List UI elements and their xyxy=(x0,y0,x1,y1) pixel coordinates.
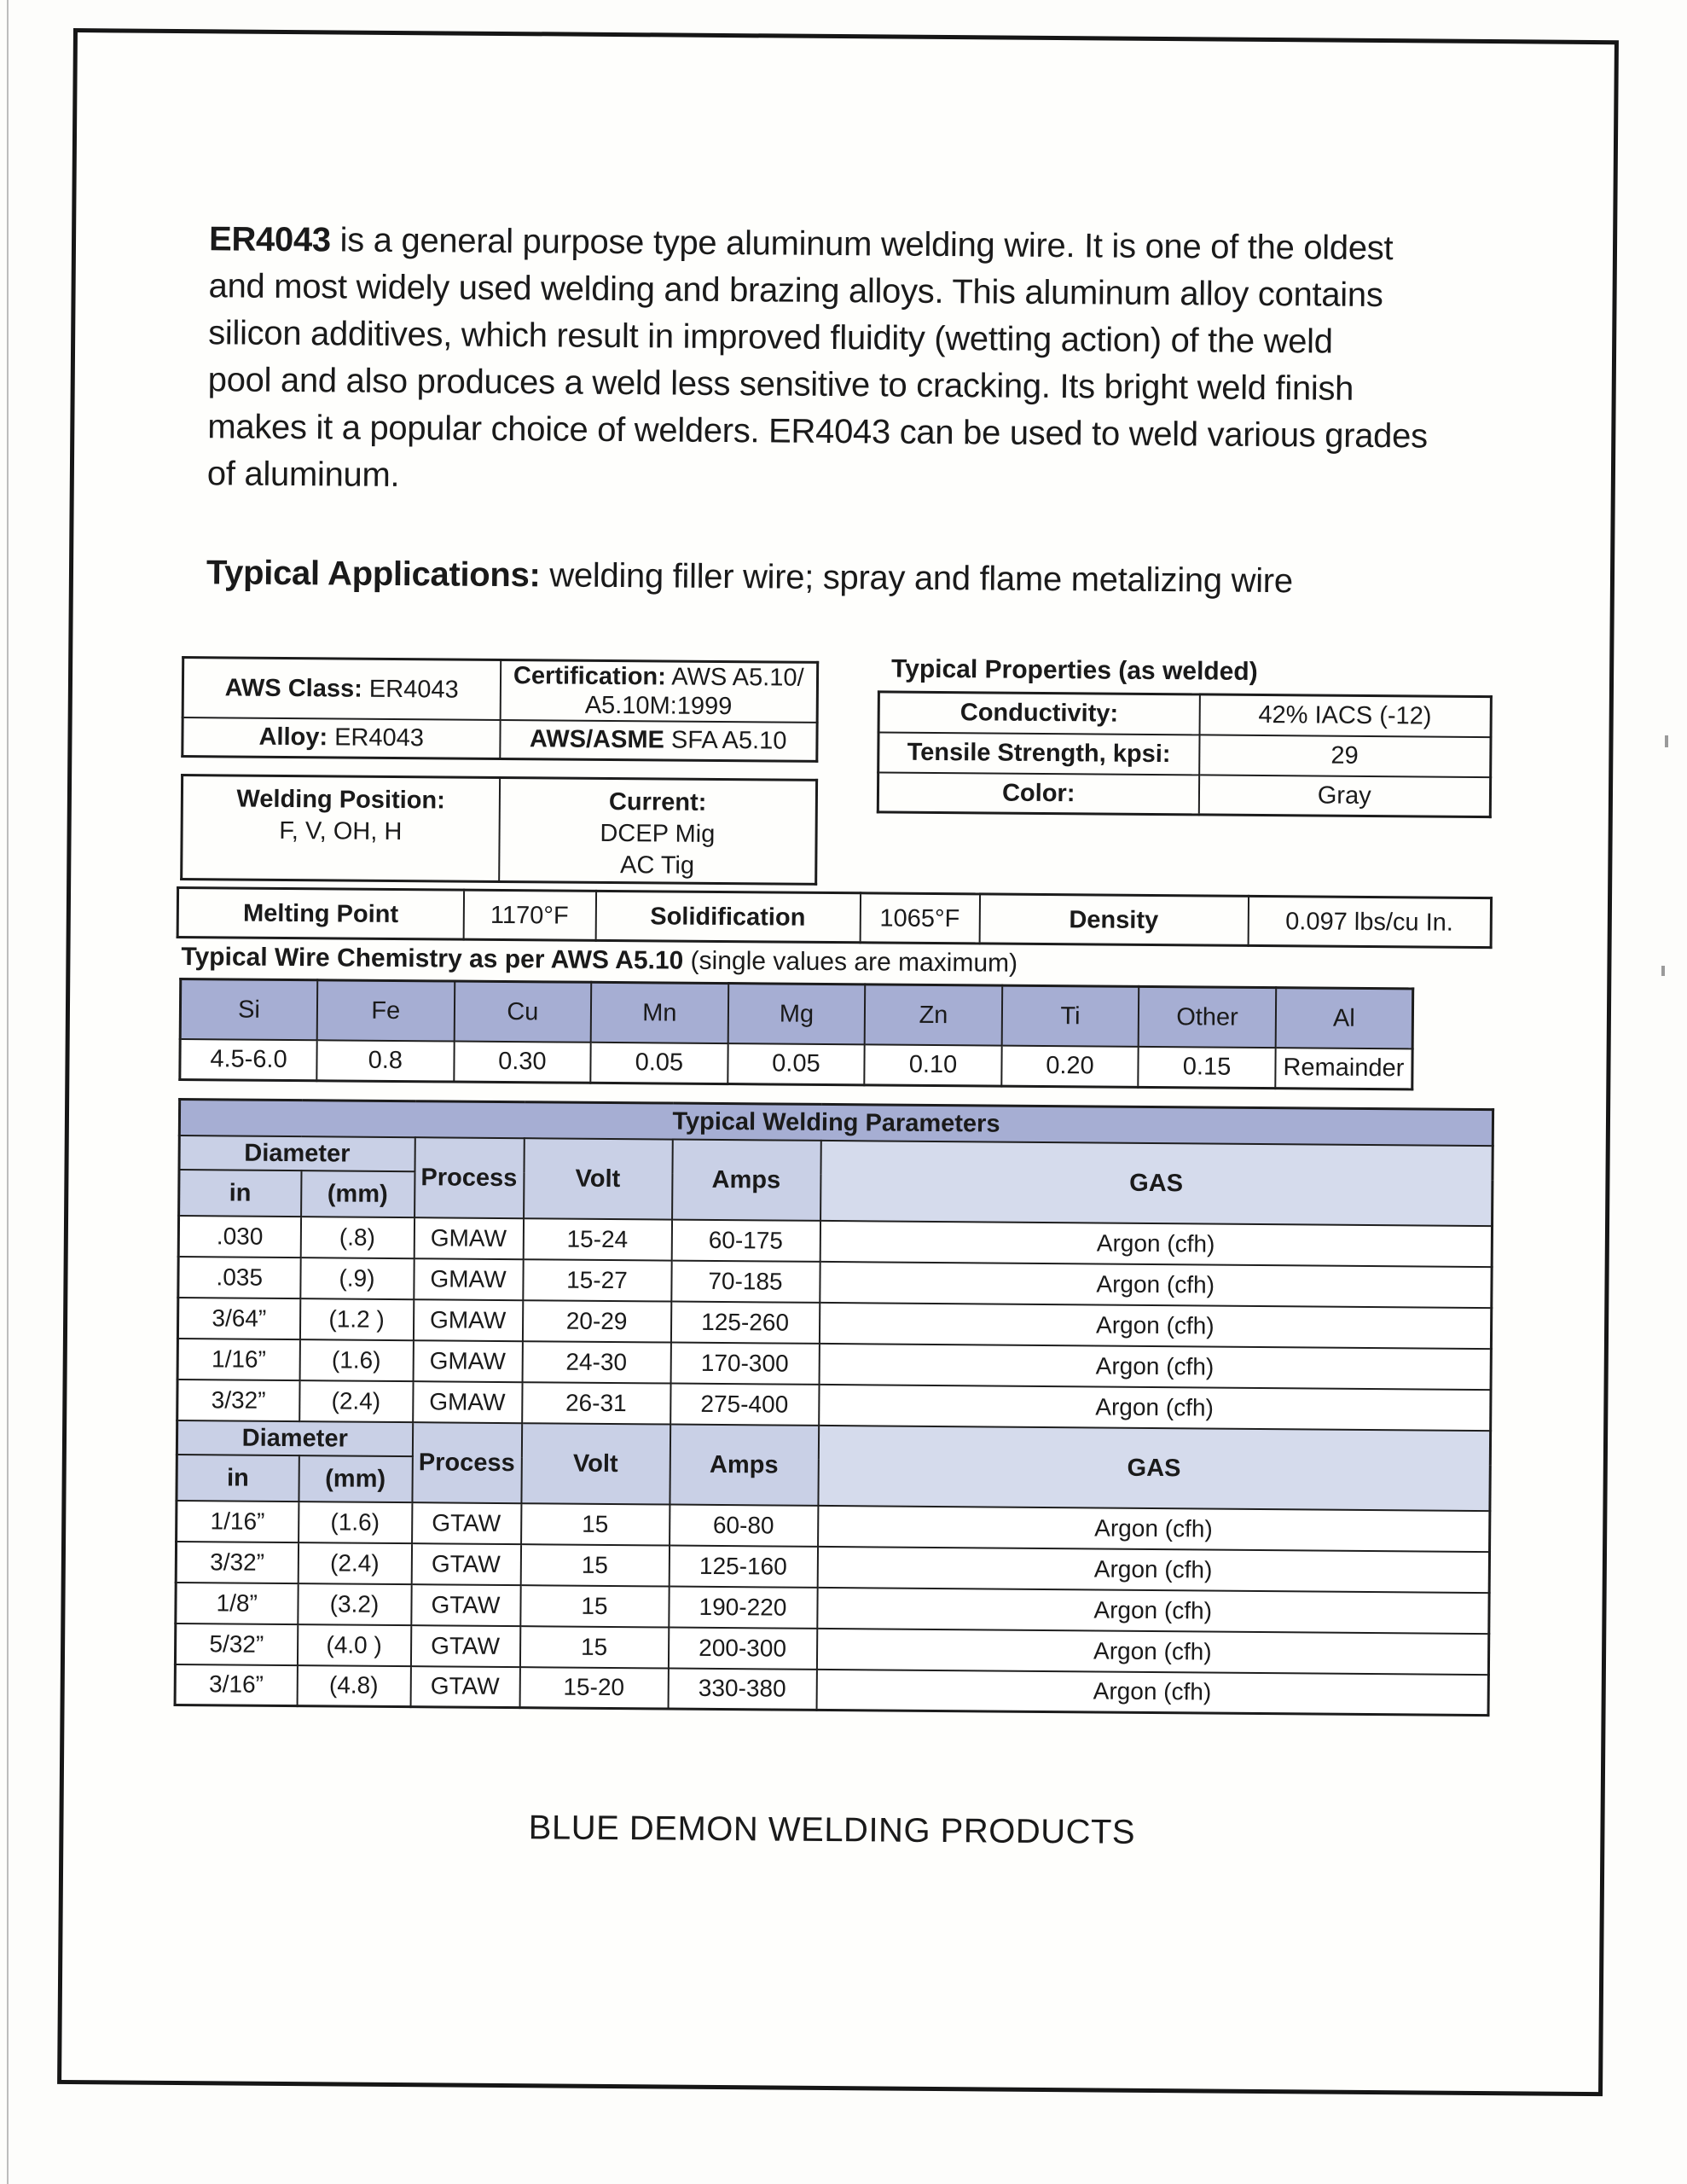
chem-value-cell: 4.5-6.0 xyxy=(180,1039,317,1081)
intro-line: silicon additives, which result in improved fluidity (wetting action) of the weld xyxy=(208,314,1333,361)
chem-value-cell: 0.8 xyxy=(316,1040,454,1082)
typical-applications xyxy=(206,554,1293,601)
chem-value-cell: 0.15 xyxy=(1139,1046,1276,1088)
volt-header: Volt xyxy=(524,1138,673,1219)
certification-cell: Certification: AWS A5.10/ A5.10M:1999 xyxy=(500,659,818,722)
spec-cell: AWS/ASME SFA A5.10 xyxy=(500,720,817,761)
chem-header-cell: Mn xyxy=(591,982,728,1043)
chem-header-cell: Ti xyxy=(1001,985,1139,1046)
gtaw-row: 3/32” (2.4) GTAW 15 125-160 Argon (cfh) xyxy=(176,1542,1489,1593)
class-certification-table xyxy=(181,656,819,762)
table-row xyxy=(183,658,818,723)
applications-value: welding filler wire; spray and flame metalizing wire xyxy=(549,556,1293,601)
wire-chemistry-table xyxy=(178,978,1414,1090)
intro-line: of aluminum. xyxy=(206,455,400,495)
chem-header-cell: Zn xyxy=(865,985,1002,1045)
in-header: in xyxy=(177,1455,299,1502)
chemistry-heading: Typical Wire Chemistry as per AWS A5.10 (single values are maximum) xyxy=(181,943,1018,978)
property-label: Conductivity: xyxy=(878,692,1199,735)
intro-line: and most widely used welding and brazing alloys. This aluminum alloy contains xyxy=(208,267,1383,315)
table-row xyxy=(878,732,1491,777)
melting-point-value: 1170°F xyxy=(463,890,595,940)
current-cell: Current: DCEP Mig AC Tig xyxy=(499,777,817,884)
gmaw-row: 1/16” (1.6) GMAW 24-30 170-300 Argon (cfh) xyxy=(177,1339,1491,1390)
chem-value-cell: 0.10 xyxy=(865,1044,1002,1086)
property-value: 29 xyxy=(1199,735,1491,777)
properties-title: Typical Properties (as welded) xyxy=(891,654,1258,686)
gas-header: GAS xyxy=(820,1140,1493,1225)
chem-value-cell: 0.20 xyxy=(1001,1045,1139,1087)
chem-header-cell: Al xyxy=(1276,988,1413,1048)
alloy-cell: Alloy: ER4043 xyxy=(183,717,500,758)
welding-parameters-table xyxy=(174,1098,1495,1716)
scan-artifact xyxy=(1661,966,1665,976)
gmaw-row: .035 (.9) GMAW 15-27 70-185 Argon (cfh) xyxy=(178,1257,1492,1308)
amps-header: Amps xyxy=(672,1139,821,1220)
chemistry-value-row xyxy=(180,1039,1412,1089)
chem-header-cell: Mg xyxy=(728,984,865,1044)
table-row xyxy=(177,887,1491,947)
parameters-title: Typical Welding Parameters xyxy=(179,1100,1493,1146)
gmaw-row: .030 (.8) GMAW 15-24 60-175 Argon (cfh) xyxy=(178,1216,1492,1267)
chem-header-cell: Other xyxy=(1139,986,1276,1047)
chem-header-cell: Si xyxy=(180,979,317,1040)
property-label: Color: xyxy=(878,772,1198,815)
gmaw-row: 3/64” (1.2 ) GMAW 20-29 125-260 Argon (cfh) xyxy=(177,1298,1491,1349)
position-current-table xyxy=(180,774,818,886)
typical-properties-section xyxy=(877,654,1497,818)
page-frame xyxy=(57,28,1619,2096)
diameter-header: Diameter xyxy=(179,1136,415,1171)
property-value: Gray xyxy=(1198,775,1490,817)
chemistry-header-row xyxy=(180,979,1413,1048)
volt-header: Volt xyxy=(521,1423,670,1504)
melting-point-table xyxy=(177,886,1493,949)
density-label: Density xyxy=(979,894,1248,945)
amps-header: Amps xyxy=(670,1424,819,1505)
solidification-value: 1065°F xyxy=(860,893,979,944)
table-row xyxy=(183,717,817,761)
gtaw-row: 5/32” (4.0 ) GTAW 15 200-300 Argon (cfh) xyxy=(175,1623,1488,1674)
process-header: Process xyxy=(412,1422,522,1503)
table-row xyxy=(878,772,1490,817)
chem-value-cell: 0.05 xyxy=(728,1043,865,1085)
gtaw-row: 3/16” (4.8) GTAW 15-20 330-380 Argon (cfh) xyxy=(175,1664,1488,1715)
mm-header: (mm) xyxy=(301,1170,415,1217)
intro-paragraph xyxy=(207,216,1429,507)
scan-artifact xyxy=(1665,735,1668,747)
properties-table xyxy=(877,690,1493,818)
in-header: in xyxy=(179,1170,301,1217)
gtaw-row: 1/8” (3.2) GTAW 15 190-220 Argon (cfh) xyxy=(176,1583,1489,1634)
intro-line: ER4043 is a general purpose type aluminum welding wire. It is one of the oldest xyxy=(208,220,1394,268)
product-code: ER4043 xyxy=(208,220,331,259)
table-row xyxy=(182,775,817,885)
table-row xyxy=(878,692,1491,737)
property-label: Tensile Strength, kpsi: xyxy=(878,732,1199,775)
chem-value-cell: 0.30 xyxy=(454,1041,591,1083)
solidification-label: Solidification xyxy=(595,891,860,942)
footer-brand: BLUE DEMON WELDING PRODUCTS xyxy=(528,1809,1136,1851)
chem-header-cell: Fe xyxy=(317,980,455,1041)
intro-line: pool and also produces a weld less sensitive to cracking. Its bright weld finish xyxy=(207,361,1354,408)
intro-line: makes it a popular choice of welders. ER4043 can be used to weld various grades xyxy=(207,408,1428,456)
scan-edge-line xyxy=(7,0,9,2184)
chem-value-cell: 0.05 xyxy=(590,1042,728,1083)
chem-header-cell: Cu xyxy=(454,981,591,1042)
chem-value-cell: Remainder xyxy=(1275,1048,1412,1089)
process-header: Process xyxy=(415,1137,525,1218)
mm-header: (mm) xyxy=(299,1455,412,1502)
gtaw-row: 1/16” (1.6) GTAW 15 60-80 Argon (cfh) xyxy=(177,1501,1490,1552)
aws-class-cell: AWS Class: ER4043 xyxy=(183,658,501,720)
density-value: 0.097 lbs/cu In. xyxy=(1248,896,1491,947)
diameter-header: Diameter xyxy=(177,1420,412,1456)
melting-point-label: Melting Point xyxy=(177,887,463,939)
gas-header: GAS xyxy=(818,1425,1491,1510)
gmaw-row: 3/32” (2.4) GMAW 26-31 275-400 Argon (cfh) xyxy=(177,1380,1491,1431)
welding-position-cell: Welding Position: F, V, OH, H xyxy=(182,775,500,882)
applications-label: Typical Applications: xyxy=(206,554,541,595)
property-value: 42% IACS (-12) xyxy=(1199,694,1491,737)
